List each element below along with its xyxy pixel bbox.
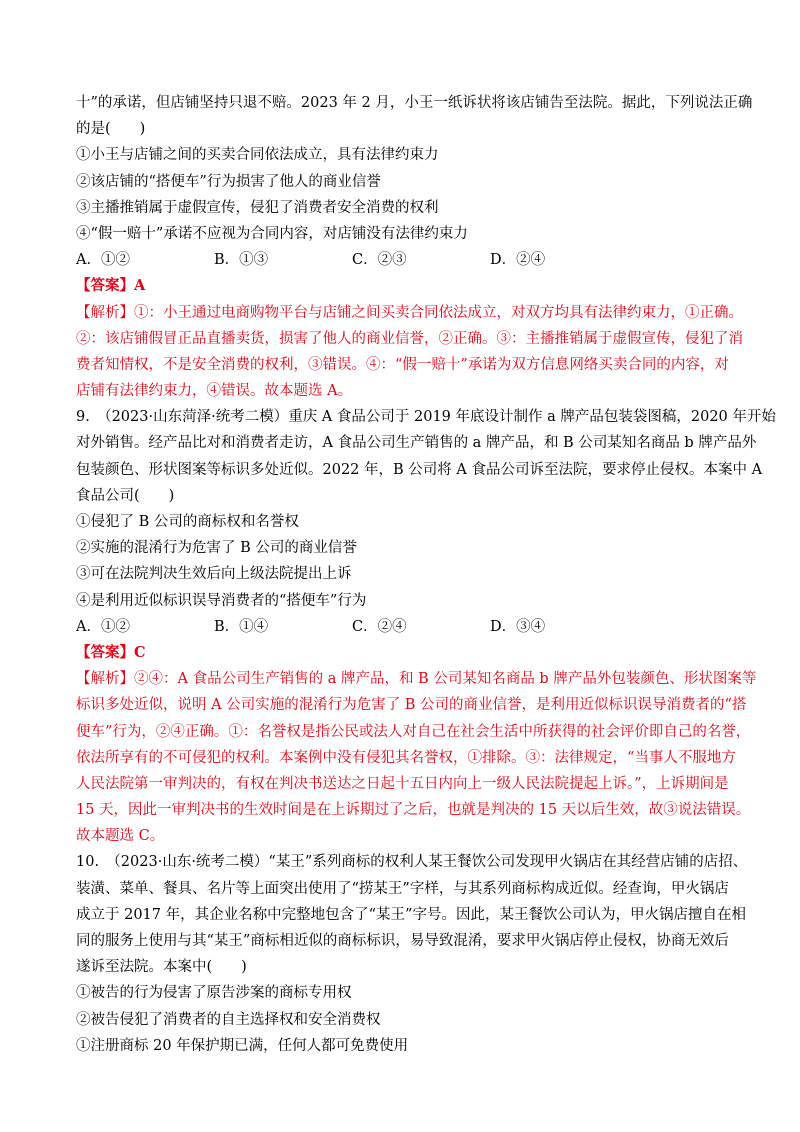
analysis-line: 店铺有法律约束力，④错误。故本题选 A。 — [76, 383, 353, 400]
question-stem-line: 装潢、菜单、餐具、名片等上面突出使用了“捞某王”字样，与其系列商标构成近似。经查询，甲火锅店 — [76, 880, 729, 897]
analysis-line: 标识多处近似，说明 A 公司实施的混淆行为危害了 B 公司的商业信誉，是利用近似标识误导消费者的“搭 — [76, 697, 747, 714]
question-stem-line: 的是( ) — [76, 121, 146, 138]
option-a: A．①② — [76, 618, 130, 635]
question-stem-line: 同的服务上使用与其“某王”商标相近似的商标标识，易导致混淆，要求甲火锅店停止侵权，协商无效后 — [76, 933, 729, 949]
question-stem-line: 食品公司( ) — [76, 487, 175, 504]
analysis-line: 故本题选 C。 — [76, 828, 165, 845]
statement-item: ④“假一赔十”承诺不应视为合同内容，对店铺没有法律约束力 — [76, 225, 468, 242]
option-d: D．②④ — [490, 252, 546, 269]
option-c: C．②④ — [352, 618, 407, 635]
statement-item: ②实施的混淆行为危害了 B 公司的商业信誉 — [76, 540, 357, 557]
answer-options — [76, 614, 736, 640]
document-page — [76, 90, 776, 1059]
option-c: C．②③ — [352, 252, 407, 269]
answer-key: 【答案】A — [76, 277, 146, 295]
option-b: B．①③ — [214, 252, 269, 269]
question-10 — [76, 849, 748, 1059]
question-stem-line: 包装颜色、形状图案等标识多处近似。2022 年，B 公司将 A 食品公司诉至法院，要求停止侵权。本案中 A — [76, 461, 763, 478]
answer-key: 【答案】C — [76, 643, 146, 661]
analysis-line: ②：该店铺假冒正品直播卖货，损害了他人的商业信誉，②正确。③：主播推销属于虚假宣传，侵犯了消 — [76, 330, 743, 347]
statement-item: ①被告的行为侵害了原告涉案的商标专用权 — [76, 985, 352, 1002]
question-stem-line: 成立于 2017 年，其企业名称中完整地包含了“某王”字号。因此，某王餐饮公司认为，甲火锅店擅自在相 — [76, 906, 746, 923]
question-stem-line: 10. （2023·山东·统考二模）“某王”系列商标的权利人某王餐饮公司发现甲火锅店在其经营店铺的店招、 — [76, 854, 748, 871]
statement-item: ③可在法院判决生效后向上级法院提出上诉 — [76, 566, 352, 583]
analysis-line: 【解析】②④：A 食品公司生产销售的 a 牌产品，和 B 公司某知名商品 b 牌产品外包装颜色、形状图案等 — [76, 671, 757, 688]
statement-item: ②被告侵犯了消费者的自主选择权和安全消费权 — [76, 1011, 381, 1028]
option-b: B．①④ — [214, 618, 269, 635]
statement-item: ③主播推销属于虚假宣传，侵犯了消费者安全消费的权利 — [76, 199, 439, 216]
analysis-line: 【解析】①：小王通过电商购物平台与店铺之间买卖合同依法成立，对双方均具有法律约束力，①正确。 — [76, 304, 743, 321]
statement-item: ①侵犯了 B 公司的商标权和名誉权 — [76, 514, 299, 530]
analysis-line: 便车”行为，②④正确。①：名誉权是指公民或法人对自己在社会生活中所获得的社会评价即自己的名誉， — [76, 723, 751, 740]
analysis-line: 费者知情权，不是安全消费的权利，③错误。④：“假一赔十”承诺为双方信息网络买卖合同的内容，对 — [76, 356, 729, 373]
question-stem-line: 对外销售。经产品比对和消费者走访，A 食品公司生产销售的 a 牌产品，和 B 公司某知名商品 b 牌产品外 — [76, 435, 757, 452]
option-a: A．①② — [76, 252, 130, 269]
statement-item: ②该店铺的“搭便车”行为损害了他人的商业信誉 — [76, 173, 381, 190]
analysis-line: 人民法院第一审判决的，有权在判决书送达之日起十五日内向上一级人民法院提起上诉。”，上诉期间是 — [76, 775, 729, 792]
question-stem-line: 十”的承诺，但店铺坚持只退不赔。2023 年 2 月，小王一纸诉状将该店铺告至法院。据此，下列说法正确 — [76, 95, 753, 111]
answer-options — [76, 247, 736, 273]
question-9 — [76, 404, 776, 849]
statement-item: ①注册商标 20 年保护期已满，任何人都可免费使用 — [76, 1037, 409, 1054]
option-d: D．③④ — [490, 618, 546, 635]
question-stem-line: 9. （2023·山东菏泽·统考二模）重庆 A 食品公司于 2019 年底设计制作 a 牌产品包装袋图稿，2020 年开始 — [76, 409, 776, 426]
question-8 — [76, 90, 753, 404]
analysis-line: 15 天，因此一审判决书的生效时间是在上诉期过了之后，也就是判决的 15 天以后生效，故③说法错误。 — [76, 802, 751, 819]
analysis-line: 依法所享有的不可侵犯的权利。本案例中没有侵犯其名誉权，①排除。③：法律规定，“当事人不服地方 — [76, 749, 736, 766]
question-stem-line: 遂诉至法院。本案中( ) — [76, 959, 247, 976]
statement-item: ④是利用近似标识误导消费者的“搭便车”行为 — [76, 592, 367, 609]
statement-item: ①小王与店铺之间的买卖合同依法成立，具有法律约束力 — [76, 147, 439, 164]
